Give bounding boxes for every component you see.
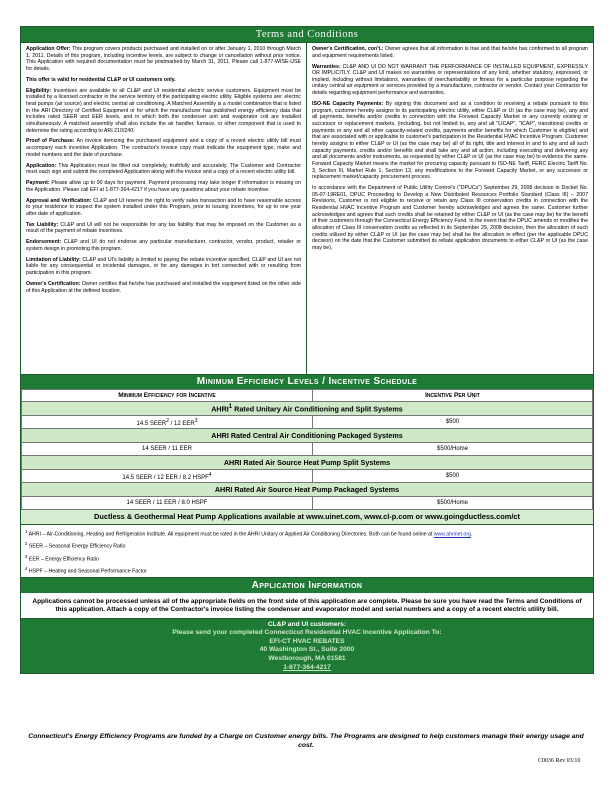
table-row [22,416,593,429]
term-valid-offer: This offer is valid for residential CL&P or UI customers only. [26,76,176,83]
requirement-cell: 14.5 SEER$^2$ / 12 EER$^3$ [22,416,313,429]
category-row: AHRI Rated Air Source Heat Pump Split Systems [22,456,593,470]
incentive-cell: $500 [313,416,593,429]
term-application: Application: This Application must be filled out completely, truthfully and accurately. The Customer and Contractor must each sign and submit the completed Application along with the invoice and a copy of a recent electric utility bill. [26,162,301,176]
footnote-3: $^3$ EER – Energy Efficiency Ratio [25,553,99,563]
incentive-cell: $500/Home [313,497,593,510]
term-warranties: Warranties: CL&P AND UI DO NOT WARRANT THE PERFORMANCE OF INSTALLED EQUIPMENT, EXPRESSLY OR IMPLICITLY. CL&P and UI makes no warranties or representations of any kind, whether statutory, expressed, or implied, including without limitations, warranties of merchantability or fitness for a particular purpose regarding the unitary central air equipment or services provided by a manufacturer, contractor or vendor. Contact your Contractor for details regarding equipment performance and warranties. [312,63,588,97]
footnotes [21,525,593,577]
application-title: Application Information [251,580,363,591]
table-row [22,497,593,510]
form-frame [20,26,594,674]
terms-right-column [307,43,593,374]
address-line-1: EFI-CT HVAC REBATES [269,637,345,645]
table-row [22,470,593,483]
term-payment: Payment: Please allow up to 90 days for payment. Payment processing may take longer if information is missing on the Application. Please call EFI at 1-877-364-4217 if you have any questions about your rebate incentive. [26,180,301,193]
term-eligibility: Eligibility: Incentives are available to all CL&P and UI residential electric service customers. Equipment must be installed by a licensed contractor in the service territory of the participating electric utility. Eligible systems are: electric heat pumps (air source) and electric central air conditioning. A Matched Assembly is a model combination that is listed in the ARI Directory of Certified Equipment or for which the manufacturer has published energy efficiency data that includes rated SEER and EER levels, and in which both the condenser unit and evaporator coil are installed simultaneously. A matched assembly shall also include the air handler, furnace, or other component that is used to determine the rating according to ARI 210/240. [26,87,301,134]
term-proof-of-purchase: Proof of Purchase: An invoice itemizing the purchased equipment and a copy of a recent electric utility bill must accompany each incentive Application. The contractor's invoice copy must indicate the equipment type, make and model numbers and the date of purchase. [26,138,301,158]
mailing-instructions [21,619,593,673]
footnote-4: $^4$ HSPF – Heating and Seasonal Performance Factor [25,565,147,575]
requirement-cell: 14 SEER / 11 EER [22,443,313,456]
term-tax-liability: Tax Liability: CL&P and UI will not be responsible for any tax liability that may be imposed on the Customer as a result of the payment of rebate incentives. [26,221,301,235]
ahrinet-link[interactable]: www.ahrinet.org [433,531,471,538]
footnote-1: $^1$ AHRI – Air-Conditioning, Heating and Refrigeration Institute. All equipment must be rated in the AHRI Unitary or Applied Air Conditioning Directories. Both can be found online at www.ahrinet.org. [25,529,473,538]
requirement-cell: 14 SEER / 11 EER / 8.0 HSPF [22,497,313,510]
schedule-title: Minimum Efficiency Levels / Incentive Schedule [196,376,418,387]
incentive-table [21,389,593,510]
send-title: CL&P and UI customers: [267,620,347,628]
category-row: AHRI Rated Central Air Conditioning Packaged Systems [22,429,593,443]
funding-note: Connecticut's Energy Efficiency Programs are funded by a Charge on Customer energy bills. The Programs are designed to help customers manage their energy usage and cost. [28,733,584,749]
table-header-row [22,390,593,402]
ductless-geothermal-note: Ductless & Geothermal Heat Pump Applications available at www.uinet.com, www.cl-p.com or www.goingductless.com/ct [21,510,593,525]
schedule-header [21,375,593,389]
footnote-2: $^2$ SEER – Seasonal Energy Efficiency Ratio [25,541,126,550]
col-min-efficiency: Minimum Efficiency for Incentive [22,390,313,402]
phone-number: 1-877-364-4217 [283,663,331,671]
application-header [21,577,593,593]
terms-header [21,27,593,43]
application-instructions: Applications cannot be processed unless all of the appropriate fields on the front side of this application are complete. Please be sure you have read the Terms and Conditions of this application. Attach a copy of the Contractor's invoice listing the condenser and evaporator model and serial numbers and a copy of a recent electric utility bill. [21,593,593,619]
terms-section [21,43,593,375]
term-owner-cert-cont: Owner's Certification, con't.: Owner agrees that all information is true and that he/she has conformed to all program and equipment requirements listed. [312,46,588,59]
term-dpuc: In accordance with the Department of Public Utility Control's ("DPUCs") September 29, 2008 decision in Docket No. 05-07-19RE01, DPUC Proceeding to Develop a New Distributed Resources Portfolio Standard (Class III) – 2007 Revisions, Customer is not eligible to receive or retain any Class III conservation credits in connection with the Residential HVAC Incentive Program and Customer hereby acknowledges and agrees the same. Customer further acknowledges and agrees that such credits shall be retained by either CL&P or UI (as the case may be) for the benefit of their customers through the Connecticut Energy Efficiency Fund. In the event that the DPUC amends or modifies the allocation of Class III conservation credits as reflected in its September 29, 2008 decision, then the allocation of such credits utilized by either CL&P or UI (as the case may be) shall be the allocation in effect (per the applicable DPUC decision) on the date that the Customer submitted its rebate application documents to either CL&P or UI (as the case may be). [312,185,588,251]
term-application-offer: Application Offer: This program covers products purchased and installed on or after January 1, 2010 through March 1, 2011. Details of this program, including incentive levels, are subject to change or cancellation without prior notice. This Application with required documentation must be postmarked by March 31, 2011. Please call 1-877-WISE-USE for details. [26,46,301,72]
term-limitation: Limitation of Liability: CL&P and UI's liability is limited to paying the rebate incentive specified. CL&P and UI are not liable for any consequential or incidental damages, or for any damages in tort connected with or resulting from participation in this program. [26,256,301,277]
term-owner-certification: Owner's Certification: Owner certifies that he/she has purchased and installed the equipment listed on the other side of this Application at the defined location. [26,280,301,294]
send-line: Please send your completed Connecticut Residential HVAC Incentive Application To: [172,629,442,637]
form-code: C0036 Rev 03/10 [538,758,581,764]
category-row: AHRI Rated Air Source Heat Pump Packaged Systems [22,483,593,497]
col-incentive: Incentive Per Unit [313,390,593,402]
terms-left-column [21,43,307,374]
incentive-cell: $500/Home [313,443,593,456]
terms-title: Terms and Conditions [255,29,359,40]
category-row: AHRI$^1$ Rated Unitary Air Conditioning and Split Systems [22,402,593,416]
table-row [22,443,593,456]
term-endorsement: Endorsement: CL&P and UI do not endorse any particular manufacturer, contractor, vendor, product, retailer or system design in promoting this program. [26,239,301,252]
term-iso-ne: ISO-NE Capacity Payments: By signing this document and as a condition to receiving a rebate pursuant to this program, customer hereby assigns to its participating electric utility, either CL&P or UI (as the case may be), any and all payments, benefits and/or credits in connection with the Forward Capacity Market or any currently existing or successor or replacement markets, (including, but not limited to, any and all "LICAP", "ICAP", transitional credits or payments or any and all other capacity-related credits, payments and/or benefits for which Customer is eligible) and that are associated with or applicable to customer's participation in the Residential HVAC Incentive Program. Customer hereby assigns to either CL&P or UI (as the case may be) all of its right, title and interest in and to any and all such capacity payments, credits and/or benefits and shall take any and all action, including executing and delivering any and all documents and/or instruments, as requested by either CL&P or UI (as the case may be) to evidence the same. Forward Capacity Market means the market for procuring capacity pursuant to ISO-NE Tariff, FERC Electric Tariff No. 3, Section III, Market Rule 1, Section 13, any modifications to the Forward Capacity Market, or any successor or replacement market/capacity procurement process. [312,100,588,181]
requirement-cell: 14.5 SEER / 12 EER / 8.2 HSPF$^4$ [22,470,313,483]
address-line-3: Westborough, MA 01581 [268,654,346,662]
incentive-cell: $500 [313,470,593,483]
term-approval: Approval and Verification: CL&P and UI reserve the right to verify sales transaction and to have reasonable access to your residence to inspect the system installed under this Program, prior to issuing incentives, for up to one year after date of application. [26,197,302,217]
address-line-2: 40 Washington St., Suite 2000 [259,646,355,654]
